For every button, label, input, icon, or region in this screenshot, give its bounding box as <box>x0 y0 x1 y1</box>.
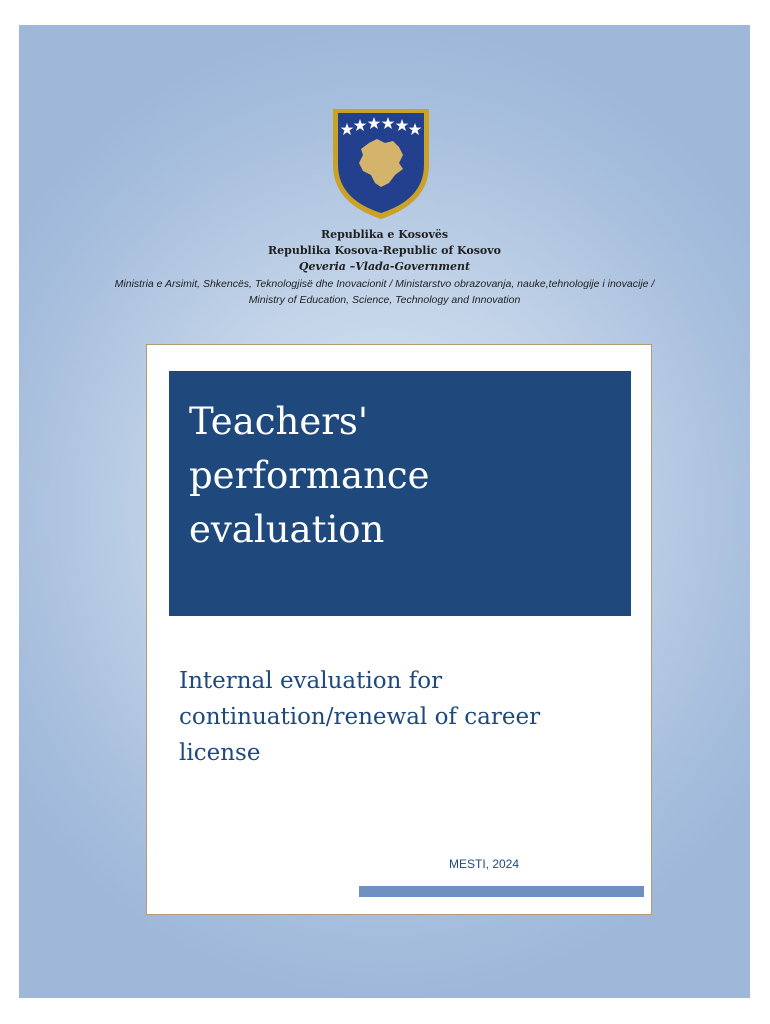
title-line: evaluation <box>189 508 385 551</box>
cover-card <box>146 344 652 915</box>
header-line-ministry-english: Ministry of Education, Science, Technology and Innovation <box>248 294 521 306</box>
document-title <box>189 395 609 557</box>
subtitle-line: continuation/renewal of career <box>179 704 541 730</box>
publisher-date: MESTI, 2024 <box>449 857 520 871</box>
document-subtitle <box>179 663 619 771</box>
document-page <box>19 25 750 998</box>
accent-bar <box>359 886 644 897</box>
title-box <box>169 371 631 616</box>
title-line: Teachers' <box>189 400 369 443</box>
title-line: performance <box>189 454 430 497</box>
government-header <box>19 227 750 308</box>
subtitle-line: Internal evaluation for <box>179 668 443 694</box>
header-line-ministry-albanian-serbian: Ministria e Arsimit, Shkencës, Teknologjisë dhe Inovacionit / Ministarstvo obrazovanja, nauke,tehnologije i inovacije / <box>114 278 655 290</box>
coat-of-arms-icon <box>329 103 433 223</box>
header-line-republic-albanian: Republika e Kosovës <box>320 228 449 241</box>
header-line-government: Qeveria –Vlada-Government <box>298 260 471 273</box>
header-line-republic-serbian-english: Republika Kosova-Republic of Kosovo <box>268 244 501 257</box>
subtitle-line: license <box>179 740 261 766</box>
